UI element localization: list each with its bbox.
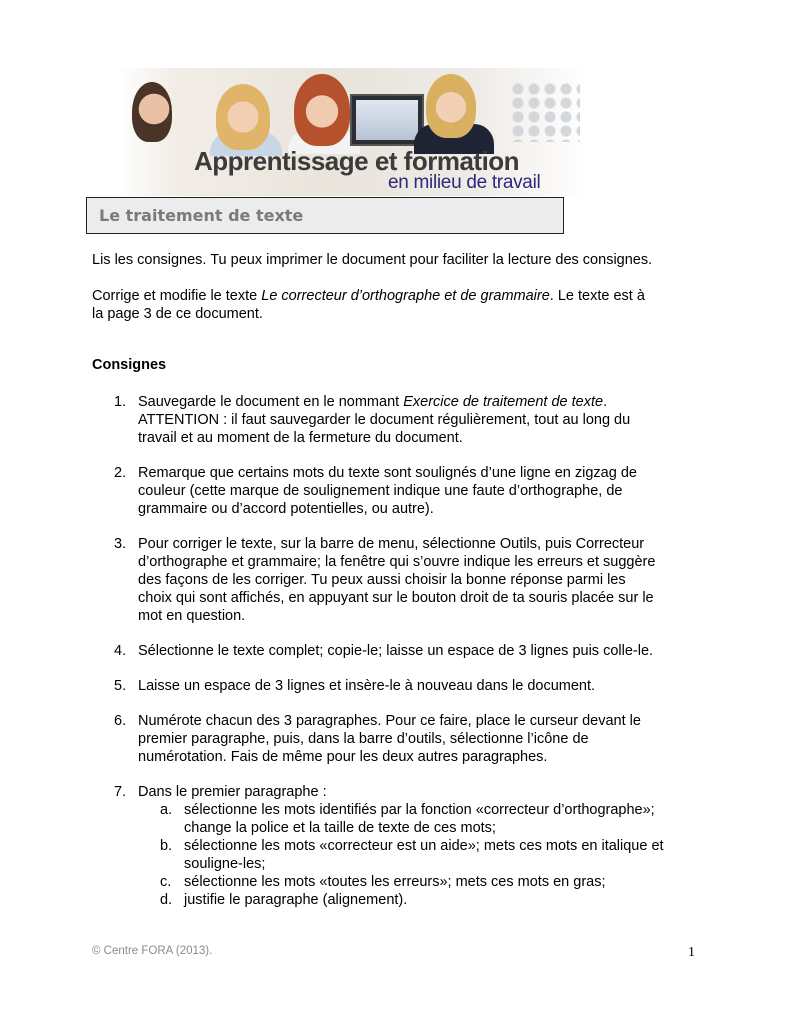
item-line: Laisse un espace de 3 lignes et insère-le à nouveau dans le document.	[138, 678, 596, 694]
text-run: .	[603, 394, 608, 410]
list-item	[92, 783, 712, 909]
list-number: 3.	[114, 536, 127, 552]
computer-monitor-image	[350, 94, 424, 146]
intro-paragraph-2-line	[92, 287, 702, 305]
sub-list-item	[138, 801, 712, 837]
item-line: sélectionne les mots «correcteur est un aide»; mets ces mots en italique et	[184, 838, 664, 854]
item-line: Numérote chacun des 3 paragraphes. Pour ce faire, place le curseur devant le	[138, 713, 641, 729]
instruction-list	[92, 393, 712, 909]
item-line: ATTENTION : il faut sauvegarder le document régulièrement, tout au long du	[138, 412, 631, 428]
sub-list-letter: b.	[160, 838, 173, 854]
section-title: Le traitement de texte	[99, 206, 304, 225]
item-line: sélectionne les mots identifiés par la fonction «correcteur d’orthographe»;	[184, 802, 655, 818]
banner-title: Apprentissage et formation	[194, 146, 520, 176]
list-number: 4.	[114, 643, 127, 659]
section-title-box	[86, 197, 564, 234]
item-line: Remarque que certains mots du texte sont soulignés d’une ligne en zigzag de	[138, 465, 637, 481]
item-line: justifie le paragraphe (alignement).	[184, 892, 408, 908]
sub-list-item	[138, 837, 712, 873]
document-title-italic: Le correcteur d’orthographe et de grammaire	[261, 288, 550, 304]
list-number: 7.	[114, 784, 127, 800]
list-item	[92, 677, 712, 695]
list-number: 1.	[114, 394, 127, 410]
consignes-heading: Consignes	[92, 357, 167, 373]
item-line: Sélectionne le texte complet; copie-le; laisse un espace de 3 lignes puis colle-le.	[138, 643, 654, 659]
item-line: choix qui sont affichés, en appuyant sur le bouton droit de ta souris placée sur le	[138, 590, 654, 606]
list-item	[92, 712, 712, 766]
item-line: Dans le premier paragraphe :	[138, 784, 327, 800]
item-line: mot en question.	[138, 608, 246, 624]
text-run: Sauvegarde le document en le nommant	[138, 394, 404, 410]
filename-italic: Exercice de traitement de texte	[403, 394, 604, 410]
item-line: change la police et la taille de texte de ces mots;	[184, 820, 496, 836]
text-run: Corrige et modifie le texte	[92, 288, 262, 304]
sub-list-item	[138, 891, 712, 909]
sub-list-letter: a.	[160, 802, 173, 818]
item-line: numérotation. Fais de même pour les deux autres paragraphes.	[138, 749, 548, 765]
item-line: sélectionne les mots «toutes les erreurs»; mets ces mots en gras;	[184, 874, 606, 890]
item-line: des façons de les corriger. Tu peux aussi choisir la bonne réponse parmi les	[138, 572, 626, 588]
list-item	[92, 464, 712, 518]
item-line: premier paragraphe, puis, dans la barre d’outils, sélectionne l’icône de	[138, 731, 589, 747]
item-line: d’orthographe et grammaire; la fenêtre qui s’ouvre indique les erreurs et suggère	[138, 554, 656, 570]
list-item	[92, 393, 712, 447]
item-line: travail et au moment de la fermeture du document.	[138, 430, 463, 446]
footer-copyright: © Centre FORA (2013).	[92, 945, 213, 957]
list-number: 6.	[114, 713, 127, 729]
keypad-image	[510, 82, 580, 142]
page-number: 1	[688, 945, 695, 960]
sub-list-letter: d.	[160, 892, 173, 908]
item-line	[138, 393, 712, 411]
person-image	[294, 74, 350, 146]
sub-list-item	[138, 873, 712, 891]
person-image	[132, 82, 172, 142]
item-line: couleur (cette marque de soulignement indique une faute d’orthographe, de	[138, 483, 623, 499]
text-run: . Le texte est à	[549, 288, 645, 304]
intro-paragraph-1: Lis les consignes. Tu peux imprimer le document pour faciliter la lecture des consignes.	[92, 252, 653, 268]
person-image	[216, 84, 270, 150]
intro-paragraph-2-line: la page 3 de ce document.	[92, 306, 263, 322]
banner-subtitle: en milieu de travail	[388, 172, 541, 193]
person-image	[426, 74, 476, 138]
banner-photo	[118, 68, 588, 148]
list-item	[92, 642, 712, 660]
header-banner	[118, 68, 588, 196]
item-line: grammaire ou d’accord potentielles, ou autre).	[138, 501, 434, 517]
list-item	[92, 535, 712, 625]
intro-paragraph-2	[92, 287, 702, 323]
sub-list-letter: c.	[160, 874, 172, 890]
item-line: souligne-les;	[184, 856, 266, 872]
item-line: Pour corriger le texte, sur la barre de menu, sélectionne Outils, puis Correcteur	[138, 536, 645, 552]
list-number: 2.	[114, 465, 127, 481]
list-number: 5.	[114, 678, 127, 694]
